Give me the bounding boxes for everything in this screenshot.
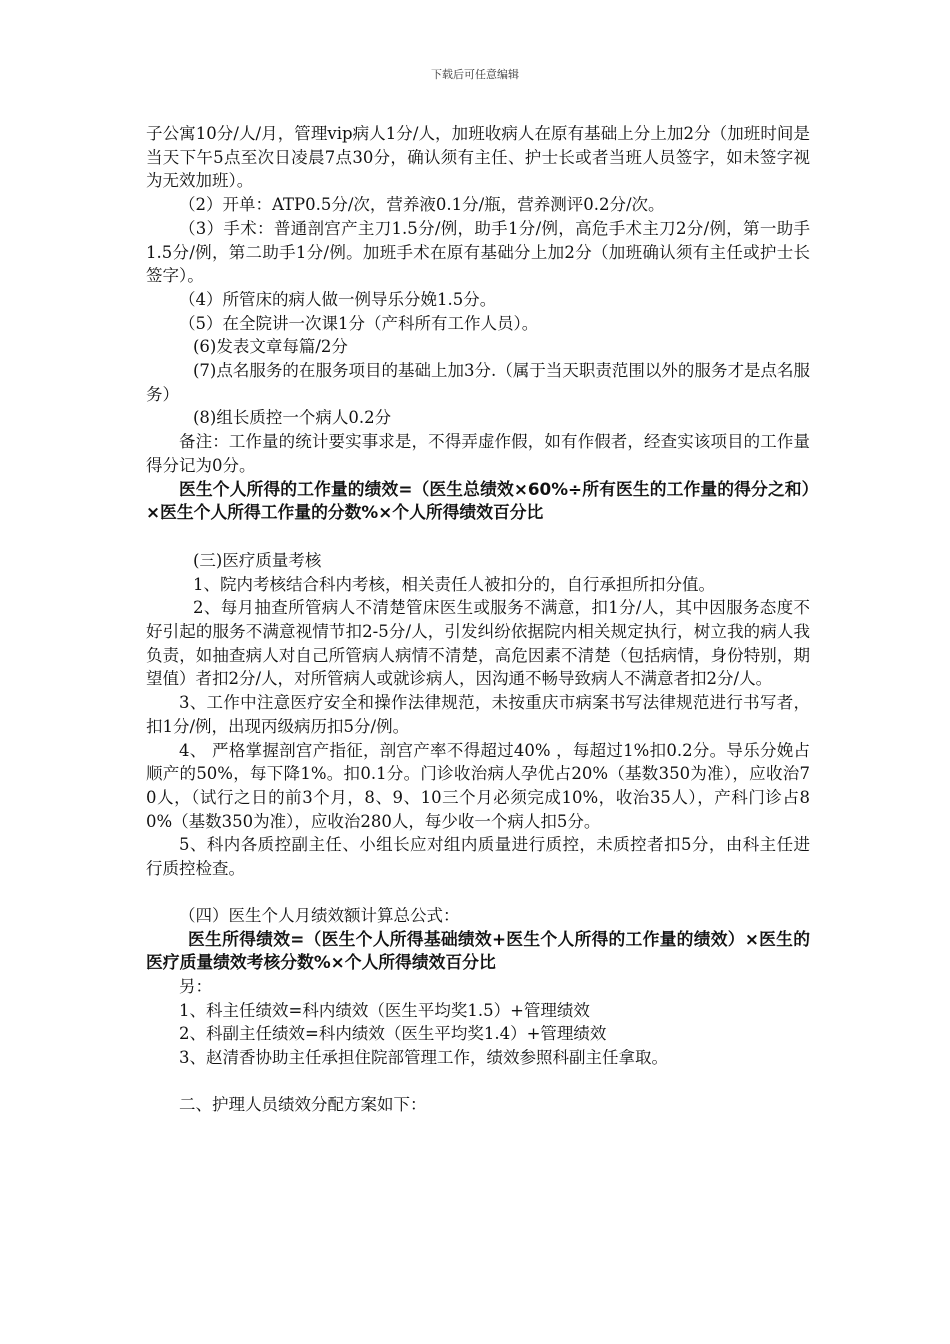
section-heading-formula: （四）医生个人月绩效额计算总公式： [179, 905, 460, 925]
paragraph-additional: 另： [179, 976, 212, 996]
section-heading-nursing: 二、护理人员绩效分配方案如下： [179, 1094, 427, 1114]
additional-item-3: 3、赵清香协助主任承担住院部管理工作，绩效参照科副主任拿取。 [179, 1048, 668, 1068]
paragraph-orders: （2）开单：ATP0.5分/次，营养液0.1分/瓶，营养测评0.2分/次。 [179, 195, 665, 215]
section-heading-quality: (三)医疗质量考核 [193, 550, 322, 570]
paragraph-remark: 备注：工作量的统计要实事求是，不得弄虚作假，如有作假者，经查实该项目的工作量得分记为0分。 [146, 432, 810, 475]
paragraph-apartment-points: 子公寓10分/人/月，管理vip病人1分/人，加班收病人在原有基础上分上加2分（加班时间是当天下午5点至次日凌晨7点30分，确认须有主任、护士长或者当班人员签字，如未签字视为无效加班）。 [146, 124, 810, 191]
paragraph-publication: (6)发表文章每篇/2分 [193, 337, 348, 357]
paragraph-team-qc: (8)组长质控一个病人0.2分 [193, 408, 392, 428]
additional-item-2: 2、科副主任绩效=科内绩效（医生平均奖1.4）+管理绩效 [179, 1024, 607, 1044]
quality-item-2: 2、每月抽查所管病人不清楚管床医生或服务不满意，扣1分/人，其中因服务态度不好引起的服务不满意视情节扣2-5分/人，引发纠纷依据院内相关规定执行，树立我的病人我负责，如抽查病人对自己所管病人病情不清楚，高危因素不清楚（包括病情，身份特别，期望值）者扣2分/人，对所管病人或就诊病人，因沟通不畅导致病人不满意者扣2分/人。 [146, 598, 810, 689]
paragraph-lecture: （5）在全院讲一次课1分（产科所有工作人员）。 [179, 313, 539, 333]
page-header: 下载后可任意编辑 [431, 68, 519, 81]
additional-item-1: 1、科主任绩效=科内绩效（医生平均奖1.5）+管理绩效 [179, 1000, 590, 1020]
formula-workload-performance: 医生个人所得的工作量的绩效=（医生总绩效×60%÷所有医生的工作量的得分之和）×医生个人所得工作量的分数%×个人所得绩效百分比 [146, 478, 810, 523]
paragraph-named-service: (7)点名服务的在服务项目的基础上加3分.（属于当天职责范围以外的服务才是点名服务） [146, 361, 810, 404]
quality-item-3: 3、工作中注意医疗安全和操作法律规范，未按重庆市病案书写法律规范进行书写者，扣1分/例，出现丙级病历扣5分/例。 [146, 693, 810, 736]
paragraph-doula-delivery: （4）所管床的病人做一例导乐分娩1.5分。 [179, 289, 497, 309]
document-body [146, 122, 810, 1116]
quality-item-1: 1、院内考核结合科内考核，相关责任人被扣分的，自行承担所扣分值。 [193, 574, 715, 594]
paragraph-surgery: （3）手术：普通剖宫产主刀1.5分/例，助手1分/例，高危手术主刀2分/例，第一助手1.5分/例，第二助手1分/例。加班手术在原有基础分上加2分（加班确认须有主任或护士长签字）。 [146, 218, 810, 286]
quality-item-4: 4、 严格掌握剖宫产指征，剖宫产率不得超过40% ，每超过1%扣0.2分。导乐分娩占顺产的50%，每下降1%。扣0.1分。门诊收治病人孕优占20%（基数350为准），应收治70人，（试行之日的前3个月，8、9、10三个月必须完成10%，收治35人），产科门诊占80%（基数350为准），应收治280人，每少收一个病人扣5分。 [146, 740, 810, 831]
formula-total-performance: 医生所得绩效=（医生个人所得基础绩效+医生个人所得的工作量的绩效）×医生的医疗质量绩效考核分数%×个人所得绩效百分比 [146, 928, 810, 973]
quality-item-5: 5、科内各质控副主任、小组长应对组内质量进行质控，未质控者扣5分，由科主任进行质控检查。 [146, 835, 810, 879]
